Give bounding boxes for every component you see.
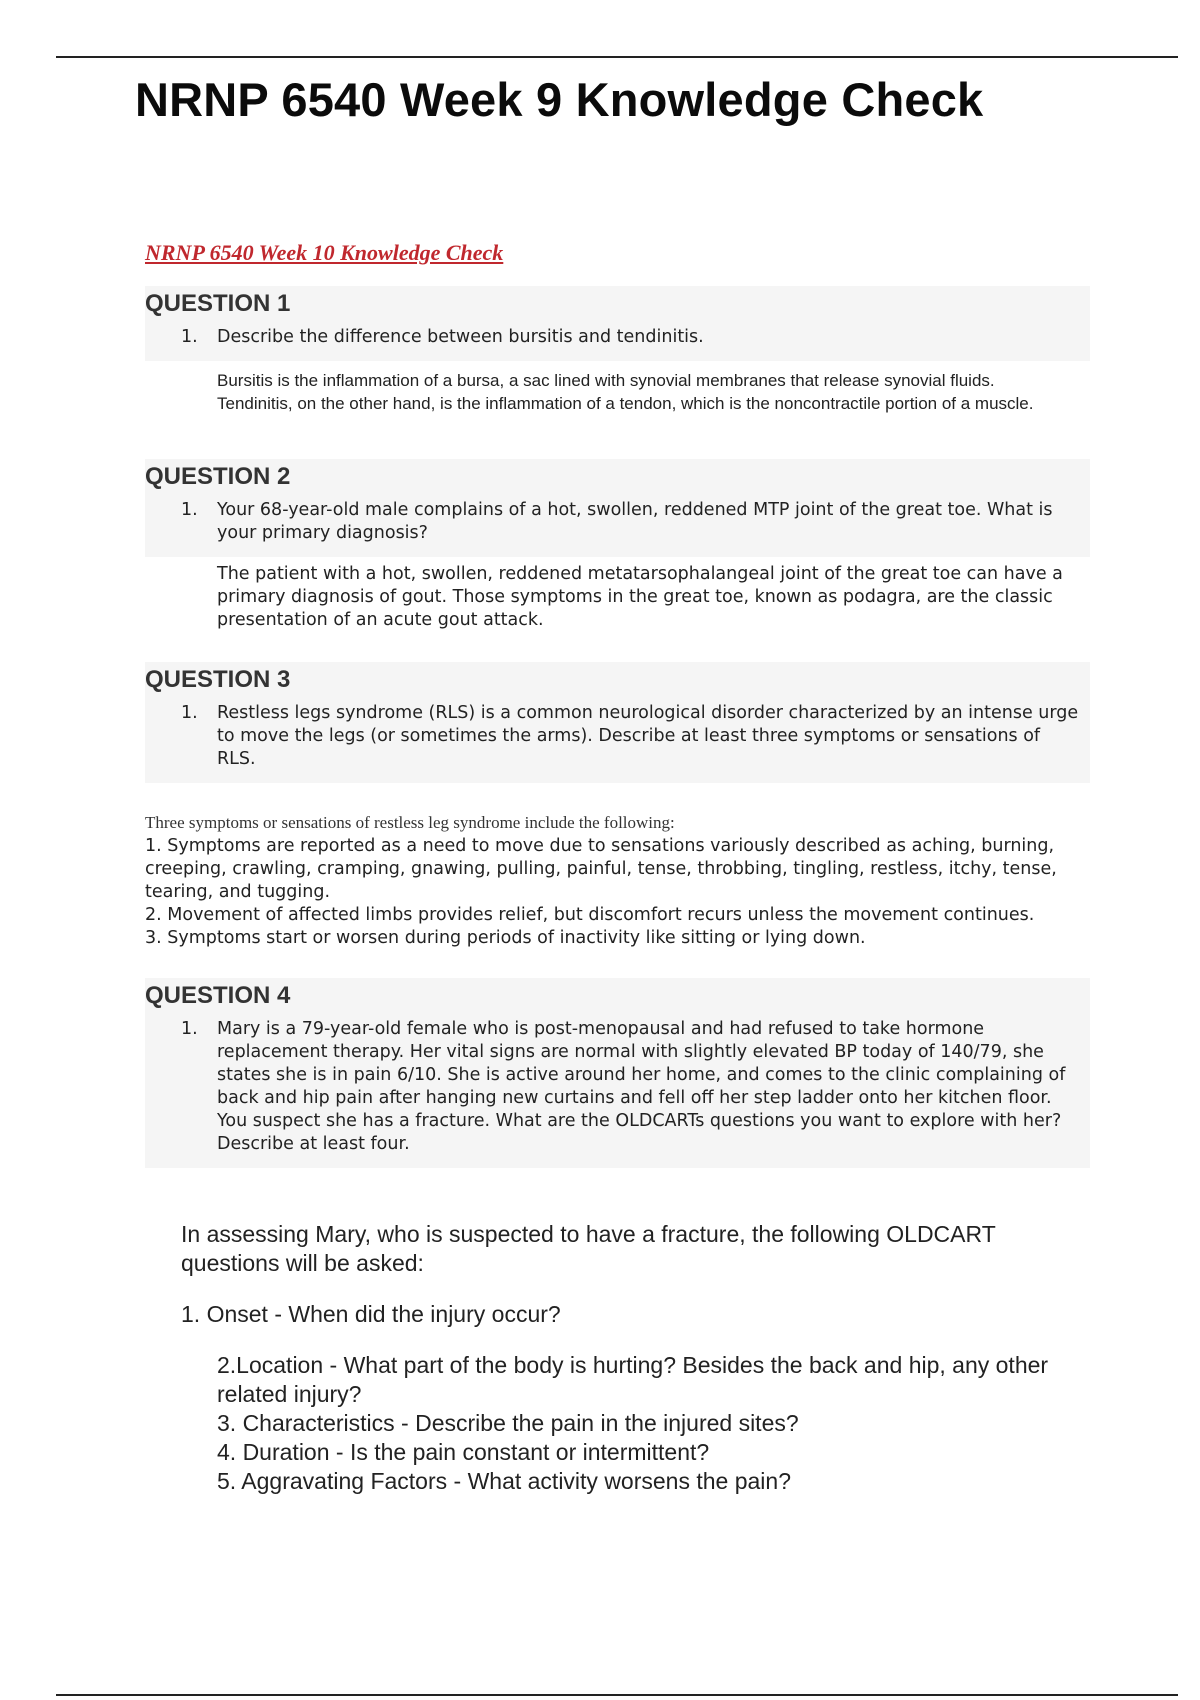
- question-1-text: [145, 322, 1090, 355]
- oldcart-answer: [181, 1220, 1061, 1496]
- oldcart-intro: In assessing Mary, who is suspected to have a fracture, the following OLDCART questions will be asked:: [181, 1221, 996, 1276]
- question-1-prompt: Describe the difference between bursitis and tendinitis.: [217, 327, 704, 347]
- question-2-number: 1.: [181, 500, 198, 520]
- question-3-label: QUESTION 3: [145, 666, 291, 693]
- question-4-label: QUESTION 4: [145, 982, 291, 1009]
- question-1-answer: Bursitis is the inflammation of a bursa, a sac lined with synovial membranes that release synovial fluids. Tendinitis, on the other hand, is the inflammation of a tendon, which is the noncontractile portion of a muscle.: [217, 371, 1034, 413]
- rls-answer-intro: Three symptoms or sensations of restless leg syndrome include the following:: [145, 813, 675, 832]
- question-1: [145, 286, 1090, 415]
- question-1-block: [145, 286, 1090, 361]
- rls-answer-list: [145, 835, 1090, 950]
- question-4-block: [145, 978, 1090, 1168]
- question-4-text: [145, 1014, 1090, 1162]
- top-rule: [56, 56, 1178, 58]
- question-2-answer: The patient with a hot, swollen, reddened metatarsophalangeal joint of the great toe can have a primary diagnosis of gout. Those symptoms in the great toe, known as podagra, are the classic presentation of an acute gout attack.: [217, 564, 1063, 630]
- oldcart-item: 3. Characteristics - Describe the pain in the injured sites?: [217, 1410, 799, 1436]
- question-3-number: 1.: [181, 703, 198, 723]
- bottom-rule: [56, 1694, 1178, 1696]
- oldcart-item: 4. Duration - Is the pain constant or intermittent?: [217, 1439, 710, 1465]
- question-3-prompt: Restless legs syndrome (RLS) is a common neurological disorder characterized by an intense urge to move the legs (or sometimes the arms). Describe at least three symptoms or sensations of RLS.: [217, 703, 1079, 769]
- question-3-block: [145, 662, 1090, 783]
- document-title: NRNP 6540 Week 9 Knowledge Check: [135, 73, 984, 126]
- rls-answer-item: 2. Movement of affected limbs provides relief, but discomfort recurs unless the movement continues.: [145, 905, 1035, 925]
- question-3-text: [145, 698, 1090, 777]
- question-3: [145, 662, 1090, 783]
- question-2-prompt: Your 68-year-old male complains of a hot, swollen, reddened MTP joint of the great toe. What is your primary diagnosis?: [217, 500, 1053, 543]
- rls-answer-item: 3. Symptoms start or worsen during periods of inactivity like sitting or lying down.: [145, 928, 866, 948]
- question-1-number: 1.: [181, 327, 198, 347]
- question-2-text: [145, 495, 1090, 551]
- oldcart-list: [217, 1351, 1061, 1496]
- question-1-label: QUESTION 1: [145, 290, 291, 317]
- question-2-block: [145, 459, 1090, 557]
- document-body: [145, 240, 1090, 1496]
- question-2-label: QUESTION 2: [145, 463, 291, 490]
- oldcart-item: 2.Location - What part of the body is hurting? Besides the back and hip, any other related injury?: [217, 1352, 1049, 1407]
- oldcart-item-onset: 1. Onset - When did the injury occur?: [181, 1301, 561, 1327]
- question-4-number: 1.: [181, 1019, 198, 1039]
- oldcart-item: 5. Aggravating Factors - What activity worsens the pain?: [217, 1468, 791, 1494]
- subtitle-link[interactable]: NRNP 6540 Week 10 Knowledge Check: [145, 240, 504, 265]
- question-4: [145, 978, 1090, 1168]
- question-4-prompt: Mary is a 79-year-old female who is post-menopausal and had refused to take hormone replacement therapy. Her vital signs are normal with slightly elevated BP today of 140/79, she states she is in pain 6/10. She is active around her home, and comes to the clinic complaining of back and hip pain after hanging new curtains and fell off her step ladder onto her kitchen floor. You suspect she has a fracture. What are the OLDCARTs questions you want to explore with her? Describe at least four.: [217, 1019, 1066, 1154]
- rls-answer-item: 1. Symptoms are reported as a need to move due to sensations variously described as aching, burning, creeping, crawling, cramping, gnawing, pulling, painful, tense, throbbing, tingling, restless, itchy, tense, tearing, and tugging.: [145, 836, 1057, 902]
- question-2: [145, 459, 1090, 632]
